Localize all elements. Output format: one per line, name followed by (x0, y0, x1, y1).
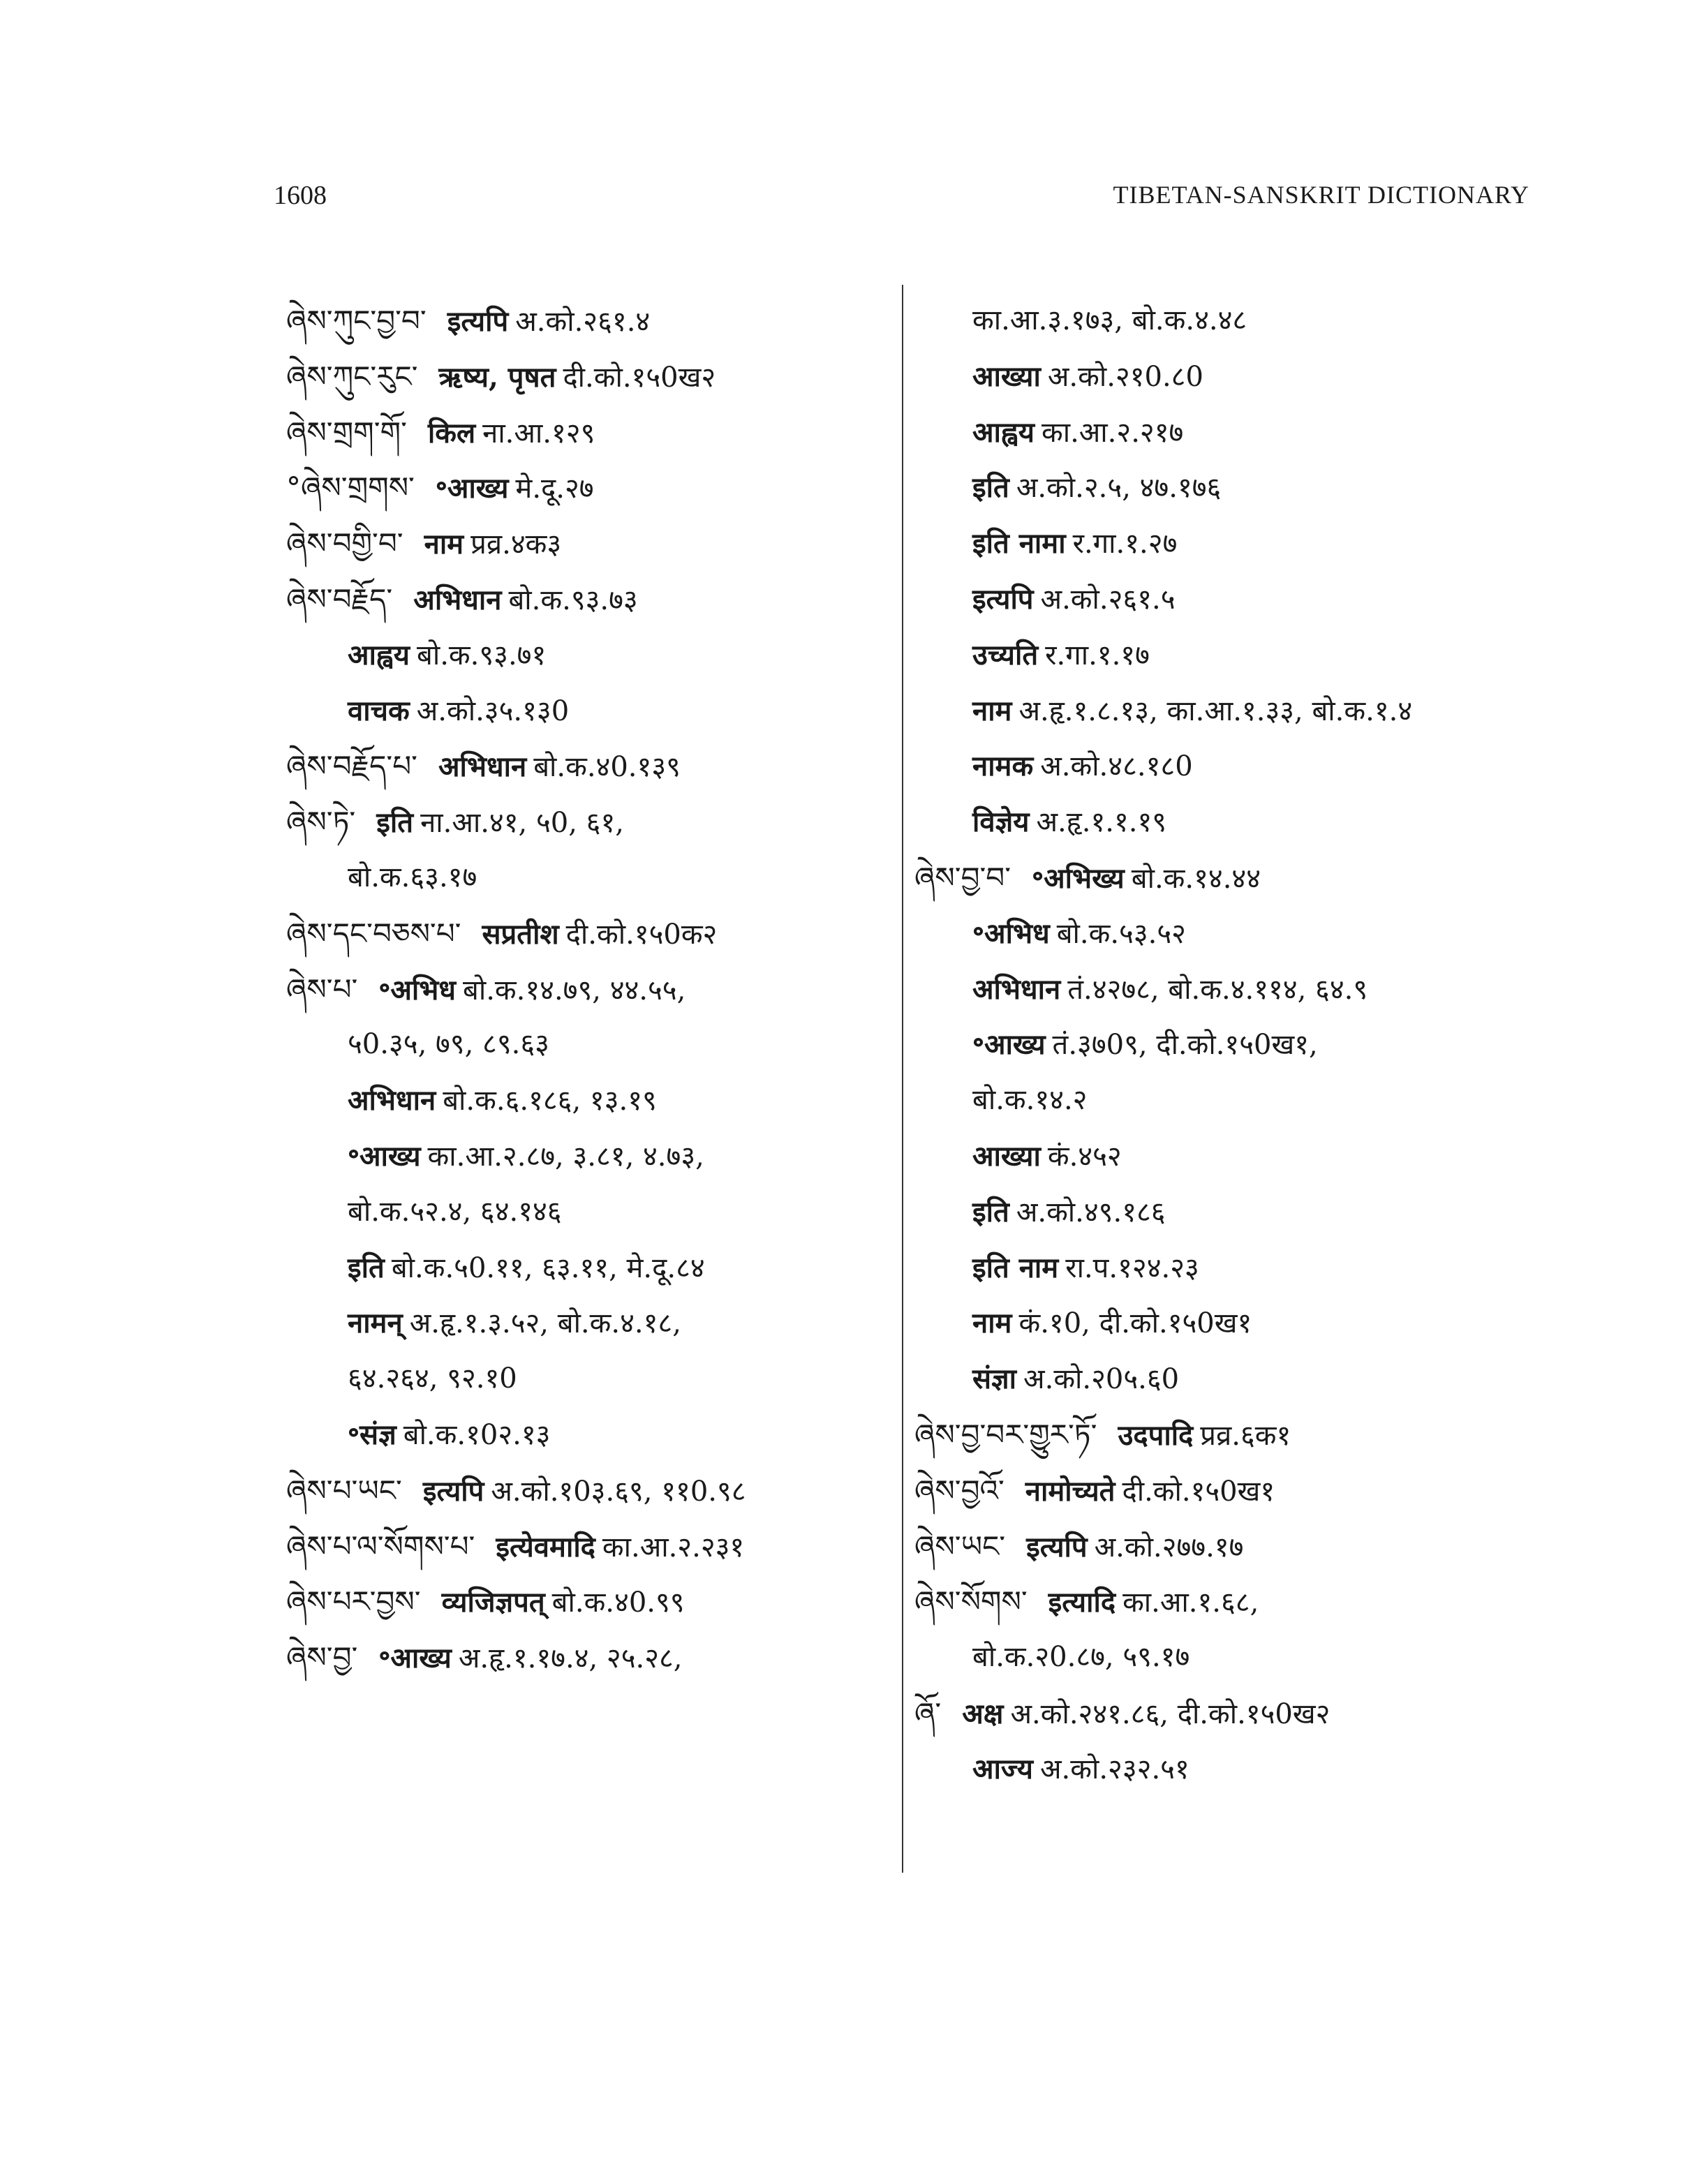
tibetan-headword: ཞེས་ཏེ་ (286, 805, 356, 840)
dictionary-subentry (914, 1184, 1543, 1240)
sanskrit-term: किल (427, 416, 476, 450)
source-reference: प्रव्र.६क१ (1200, 1419, 1291, 1452)
tibetan-headword: ཞེས་བྱ་ (286, 1640, 358, 1675)
tibetan-headword: ཞེས་ཡང་ (914, 1529, 1006, 1563)
source-reference: अ.को.२६१.४ (515, 306, 651, 338)
dictionary-entry (914, 1574, 1543, 1630)
tibetan-headword: ཞེས་པ་ (286, 972, 358, 1006)
sanskrit-term: नाम (424, 528, 464, 561)
sanskrit-term: ॰आख्य (972, 1028, 1046, 1062)
source-reference: र.गा.१.२७ (1072, 528, 1178, 560)
running-head: TIBETAN-SANSKRIT DICTIONARY (1113, 181, 1529, 209)
sanskrit-term: अभिधान (438, 750, 527, 784)
dictionary-subentry (286, 627, 887, 683)
source-reference: का.आ.२.२३१ (602, 1531, 745, 1563)
tibetan-headword: ཞེས་གྲག་གོ་ (286, 415, 407, 450)
source-reference: अ.को.२६१.५ (1040, 583, 1176, 616)
sanskrit-term: वाचक (348, 694, 410, 727)
dictionary-entry (914, 850, 1543, 906)
dictionary-subentry (914, 1240, 1543, 1296)
source-reference: अ.हृ.१.३.५२, बो.क.४.१८, (409, 1307, 681, 1340)
tibetan-headword: ཞེས་བགྱི་བ་ (286, 526, 403, 561)
dictionary-subentry (914, 1741, 1543, 1797)
dictionary-subentry (286, 1407, 887, 1463)
source-reference: अ.को.३५.१३0 (416, 694, 570, 727)
sanskrit-term: आह्वय (348, 638, 410, 671)
dictionary-entry (286, 516, 887, 572)
tibetan-headword: ཞེས་སོགས་ (914, 1584, 1028, 1619)
source-reference: अ.को.२४१.८६, दी.को.१५0ख२ (1010, 1698, 1330, 1730)
sanskrit-term: ॰आख्य (378, 1642, 452, 1675)
source-reference: अ.हृ.१.१.१९ (1036, 806, 1167, 839)
source-reference: कं.१0, दी.को.१५0ख१ (1018, 1307, 1252, 1340)
source-reference: प्रव्र.४क३ (470, 528, 562, 561)
source-reference: अ.हृ.१.८.१३, का.आ.१.३३, बो.क.१.४ (1018, 694, 1413, 727)
tibetan-headword: ཞེས་བྱ་བ་ (914, 860, 1011, 895)
sanskrit-term: इत्यपि (422, 1474, 484, 1508)
dictionary-entry (286, 405, 887, 461)
source-reference: का.आ.१.६८, (1122, 1587, 1259, 1619)
source-reference: बो.क.४0.१३९ (533, 751, 681, 784)
source-reference: ना.आ.४१, ५0, ६१, (420, 807, 624, 840)
sanskrit-term: अक्ष (962, 1697, 1004, 1730)
sanskrit-term: विज्ञेय (972, 805, 1030, 839)
dictionary-entry (286, 962, 887, 1018)
source-reference: रा.प.१२४.२३ (1065, 1251, 1199, 1284)
source-reference: अ.को.२0५.६0 (1023, 1363, 1180, 1396)
dictionary-subentry (286, 850, 887, 906)
dictionary-subentry (286, 1129, 887, 1184)
column-divider (902, 285, 903, 1873)
sanskrit-term: आख्या (972, 1139, 1041, 1173)
tibetan-headword: ཞེས་པ་ཡང་ (286, 1473, 402, 1508)
source-reference: कं.४५२ (1047, 1140, 1122, 1173)
source-reference: अ.को.२१0.८0 (1047, 360, 1203, 393)
sanskrit-term: इत्येवमादि (496, 1530, 595, 1563)
dictionary-subentry (914, 1630, 1543, 1686)
source-reference: दी.को.१५0क२ (565, 918, 718, 951)
dictionary-subentry (914, 572, 1543, 627)
tibetan-headword: ཞེས་པར་བྱས་ (286, 1584, 421, 1619)
source-reference: बो.क.४0.९९ (551, 1587, 685, 1619)
tibetan-headword: ཞོ་ (914, 1695, 942, 1730)
sanskrit-term: इति (972, 471, 1009, 505)
tibetan-headword: ཞེས་ཀུང་བྱ་བ་ (286, 304, 427, 338)
sanskrit-term: अभिधान (972, 972, 1061, 1006)
sanskrit-term: नामोच्यते (1025, 1474, 1115, 1508)
sanskrit-term: नामक (972, 750, 1034, 783)
source-reference: बो.क.६.१८६, १३.१९ (443, 1085, 657, 1117)
source-reference: बो.क.१४.२ (972, 1084, 1088, 1117)
sanskrit-term: ऋष्य, पृषत (438, 360, 556, 394)
source-reference: बो.क.१४.७९, ४४.५५, (463, 974, 686, 1006)
source-reference: अ.को.२.५, ४७.१७६ (1016, 472, 1222, 505)
dictionary-entry (286, 349, 887, 405)
sanskrit-term: आज्य (972, 1752, 1033, 1785)
sanskrit-term: इति (376, 806, 414, 840)
sanskrit-term: इति (348, 1251, 385, 1284)
source-reference: तं.४२७८, बो.क.४.११४, ६४.९ (1067, 973, 1368, 1006)
sanskrit-term: ॰संज्ञ (348, 1418, 396, 1451)
source-reference: दी.को.१५0ख१ (1122, 1475, 1275, 1508)
dictionary-entry (914, 1407, 1543, 1463)
left-column (286, 293, 887, 1686)
source-reference: अ.को.२७७.१७ (1094, 1531, 1244, 1563)
source-reference: बो.क.९३.७३ (508, 584, 638, 616)
source-reference: दी.को.१५0ख२ (563, 361, 716, 394)
source-reference: का.आ.२.८७, ३.८१, ४.७३, (427, 1140, 704, 1173)
dictionary-entry (914, 1686, 1543, 1741)
dictionary-subentry (286, 1017, 887, 1073)
dictionary-subentry (914, 293, 1543, 349)
source-reference: बो.क.५२.४, ६४.१४६ (348, 1195, 562, 1228)
sanskrit-term: इत्यादि (1048, 1586, 1116, 1619)
source-reference: अ.को.४९.१८६ (1016, 1196, 1166, 1228)
dictionary-subentry (914, 1129, 1543, 1184)
source-reference: बो.क.५३.५२ (1056, 917, 1186, 950)
dictionary-subentry (914, 738, 1543, 794)
dictionary-entry (286, 794, 887, 850)
dictionary-subentry (914, 794, 1543, 850)
source-reference: का.आ.३.१७३, बो.क.४.४८ (972, 304, 1247, 336)
right-column (914, 293, 1543, 1797)
source-reference: बो.क.६३.१७ (348, 861, 477, 893)
dictionary-subentry (914, 516, 1543, 572)
dictionary-subentry (286, 1240, 887, 1296)
dictionary-entry (286, 1519, 887, 1575)
sanskrit-term: इत्यपि (972, 582, 1034, 616)
tibetan-headword: ཞེས་པ་ལ་སོགས་པ་ (286, 1529, 475, 1563)
dictionary-subentry (914, 1073, 1543, 1129)
dictionary-subentry (286, 1351, 887, 1407)
tibetan-headword: ཞེས་བརྗོད་པ་ (286, 749, 417, 784)
dictionary-subentry (914, 1017, 1543, 1073)
dictionary-subentry (286, 1073, 887, 1129)
dictionary-subentry (914, 460, 1543, 516)
source-reference: बो.क.५0.११, ६३.११, मे.दू.८४ (391, 1251, 705, 1284)
dictionary-subentry (914, 906, 1543, 962)
dictionary-subentry (286, 1295, 887, 1351)
sanskrit-term: नामन् (348, 1307, 403, 1340)
sanskrit-term: इति नामा (972, 527, 1066, 560)
source-reference: अ.हृ.१.१७.४, २५.२८, (458, 1642, 683, 1675)
dictionary-subentry (914, 962, 1543, 1018)
sanskrit-term: इत्यपि (447, 305, 509, 338)
dictionary-subentry (286, 683, 887, 739)
source-reference: का.आ.२.२१७ (1042, 416, 1184, 449)
tibetan-headword: ཞེས་བྱ་བར་གྱུར་ཏོ་ (914, 1417, 1097, 1452)
page-number: 1608 (274, 181, 327, 210)
dictionary-entry (286, 293, 887, 349)
sanskrit-term: सप्रतीश (482, 917, 559, 951)
dictionary-subentry (286, 1184, 887, 1240)
sanskrit-term: आख्या (972, 359, 1041, 393)
sanskrit-term: इत्यपि (1026, 1530, 1088, 1563)
dictionary-entry (286, 1630, 887, 1686)
source-reference: बो.क.२0.८७, ५९.१७ (972, 1641, 1190, 1674)
sanskrit-term: अभिधान (348, 1084, 436, 1117)
source-reference: बो.क.९३.७१ (417, 639, 547, 671)
sanskrit-term: नाम (972, 694, 1012, 727)
dictionary-subentry (914, 1351, 1543, 1407)
dictionary-entry (286, 738, 887, 794)
sanskrit-term: ॰अभिख्य (1032, 861, 1125, 895)
sanskrit-term: इति (972, 1195, 1009, 1228)
sanskrit-term: इति नाम (972, 1251, 1059, 1284)
dictionary-subentry (914, 1295, 1543, 1351)
dictionary-entry (286, 1463, 887, 1519)
source-reference: मे.दू.२७ (515, 473, 594, 505)
dictionary-subentry (914, 683, 1543, 739)
tibetan-headword: °ཞེས་གྲགས་ (286, 470, 415, 505)
source-reference: अ.को.१0३.६९, ११0.९८ (491, 1475, 746, 1508)
sanskrit-term: ॰आख्य (435, 472, 509, 505)
sanskrit-term: आह्वय (972, 415, 1035, 449)
sanskrit-term: ॰अभिध (378, 973, 456, 1006)
tibetan-headword: ཞེས་དང་བཅས་པ་ (286, 916, 461, 951)
source-reference: र.गा.१.१७ (1045, 639, 1150, 671)
source-reference: ना.आ.१२९ (482, 417, 595, 450)
sanskrit-term: ॰आख्य (348, 1139, 421, 1173)
source-reference: बो.क.१४.४४ (1131, 862, 1261, 895)
sanskrit-term: ॰अभिध (972, 916, 1050, 950)
tibetan-headword: ཞེས་བརྗོད་ (286, 581, 393, 616)
dictionary-entry (286, 572, 887, 627)
sanskrit-term: व्यजिज्ञपत् (441, 1586, 545, 1619)
dictionary-entry (914, 1463, 1543, 1519)
source-reference: ५0.३५, ७९, ८९.६३ (348, 1028, 549, 1061)
sanskrit-term: नाम (972, 1307, 1012, 1340)
dictionary-entry (286, 1574, 887, 1630)
source-reference: अ.को.२३२.५१ (1039, 1753, 1189, 1785)
dictionary-entry (286, 460, 887, 516)
source-reference: बो.क.१0२.१३ (403, 1418, 551, 1451)
dictionary-subentry (914, 349, 1543, 405)
source-reference: ६४.२६४, ९२.१0 (348, 1362, 517, 1395)
sanskrit-term: उच्यति (972, 638, 1039, 671)
dictionary-entry (286, 906, 887, 962)
dictionary-subentry (914, 627, 1543, 683)
sanskrit-term: उदपादि (1118, 1418, 1194, 1452)
source-reference: तं.३७0९, दी.को.१५0ख१, (1052, 1029, 1318, 1062)
source-reference: अ.को.४८.१८0 (1040, 750, 1193, 783)
dictionary-subentry (914, 405, 1543, 461)
tibetan-headword: ཞེས་ཀུང་རུང་ (286, 359, 418, 394)
dictionary-entry (914, 1519, 1543, 1575)
sanskrit-term: संज्ञा (972, 1362, 1017, 1396)
sanskrit-term: अभिधान (413, 583, 502, 616)
tibetan-headword: ཞེས་བྱའོ་ (914, 1473, 1005, 1508)
